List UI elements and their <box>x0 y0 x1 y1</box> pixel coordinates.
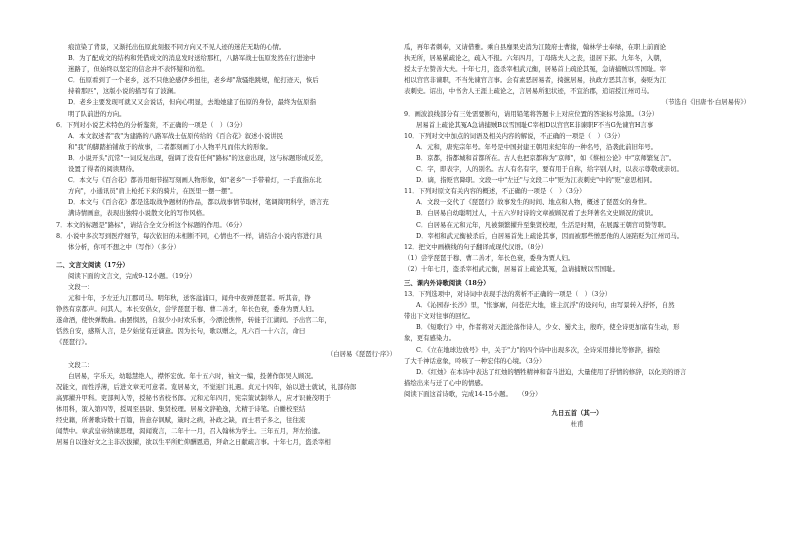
text-line: 表刺史。诏出，中书舍人王涯上疏论之，言居易所犯状迹，不宜治郡，追诏授江州司马。 <box>404 87 654 96</box>
text-line: 象，更有感染力。 <box>404 334 456 343</box>
text-line: 闻禁中。章武皇帝纳谏思理，渴闻谠言，二年十一月，召入翰林为学士。三年五月，拜左拾遗。 <box>56 427 325 436</box>
text-line: C．伍原看到了一个老乡，远不只他论感伊乡扭往，老乡却"敌骚绝跳规，舵打迹天，恢后 <box>68 76 319 85</box>
text-line: 瓜，再年者刺奉，又请借雅。乘自县靡果史消为江陵府士曹掾，翰林学士奉绿，在职上前面论 <box>404 43 667 51</box>
right-column <box>404 42 750 430</box>
text-line: 居易首上疏论其冤A急请捕贼B以雪国耻C宰相D以宫官E非谏职F不当G先谏官H言事 <box>416 120 654 129</box>
text-line: 元和十年，予左迁九江郡司马。明年秋，送客湓浦口，闻舟中夜弹琵琶者。听其音，铮 <box>68 294 311 303</box>
text-line: C．《立在地球边放号》中，关于"力"的四个诗中出现多次，全诗采用排比等修辞，描绘 <box>416 345 661 354</box>
text-line: 满诗情画意，表现出独特小说散文化的写作风格。 <box>68 209 209 218</box>
text-line: 描绘出来与迁了心中的情感。 <box>404 378 488 387</box>
text-line: 杜甫 <box>570 420 584 429</box>
text-line: B．京都，指都城和首都所在。古人也把京都称为"京师"，如《蔡桓公论》中"京师繁复言"。 <box>416 153 676 162</box>
text-line: 铮然有京都声。问其人，本长安倡女，尝学琵琶于穆、曹二善才，年长色衰，委身为贾人妇。 <box>56 305 319 314</box>
text-line: 8．小说中多次写到医疗细节，每次依旧的未相断不同，心情也不一样，请结合小说内容进行具 <box>56 231 323 240</box>
text-line: （2）十年七月，盗杀宰相武元衡，居易首上疏论其冤，急请捕贼以雪国耻。 <box>404 264 619 273</box>
text-line: 相以宫官非谏职，不当先谏官言事。会有素恶居易者，掎摭居易，执政方恶其言事，奏贬为江 <box>404 76 667 85</box>
text-line: B．白居易自幼聪明过人，十五六岁时诗的文章被顾况看了去拜著名文史顾况的赏识。 <box>416 209 658 218</box>
text-line: 13．下列选项中，对诗词中表现手法的赏析不正确的一项是（ ）（3分） <box>404 290 612 299</box>
text-line: C．本文与《百合花》都善用细节描写刻画人物形象，如"老乡"一手带着灯，一手直指东北 <box>68 176 322 185</box>
text-line: 阅读下面的文言文，完成9-12小题。（19分） <box>68 271 196 280</box>
text-line: 6．下列对小说艺术特色的分析鉴赏，不正确的一项是（ ）（3分） <box>56 120 247 129</box>
text-line: A．《沁园春·长沙》里，"怅寥廓，问苍茫大地，谁主沉浮"的设问句，由写景转入抒怀，自然 <box>416 301 675 310</box>
text-line: 九日五首（其一） <box>551 409 603 417</box>
text-line: 三、课内外诗歌阅读（18分） <box>404 278 490 287</box>
text-line: 和"我"的脚踏拍铺故于的故事，二者都刻画了小人物平凡而伟大的形象。 <box>68 142 272 151</box>
text-line: 痕渲染了背景，又渐托出伍原此刻报不同方向又不见人迹的迷茫无助的心情。 <box>68 43 286 51</box>
text-line: D．宰相和武元衡被杀后，白居易首先上疏论其事，因而被那些憎恶他的人诬陷贬为江州司马。 <box>416 231 684 240</box>
text-line: B．小说开头"沉常"一词反复出现，强调了没有任何"路标"的这意出现，这与标题形成反差， <box>68 153 328 162</box>
text-line: （白居易《琵琶行·序》） <box>326 349 396 358</box>
text-line: 阅读下面这首诗歌，完成14-15小题。 （9分） <box>404 389 542 398</box>
text-line: 经史籍，所著歌诗数十百篇，皆意存讽赋，箴时之病，补政之缺，而士君子多之，往往流 <box>56 416 306 425</box>
text-line: 况能文，而性浮薄，后进文章无可意者。览居易文，不觉迎门礼遇。贞元十四年，始以进士就试，礼部侍郎 <box>56 382 357 391</box>
text-line: 白居易，字乐天，幼聪慧绝人，襟怀宏放。年十五六时，袖文一编，投著作郎吴人顾况。 <box>68 371 318 380</box>
text-line: C．白居易在元和元年，凡被频繁擢升至集贤校理，生活是时期，在展露王朝宫司赞等职。 <box>416 220 671 229</box>
text-line: 二、文言文阅读（17分） <box>56 260 129 269</box>
text-line: （1）尝学琵琶于穆、曹二善才，年长色衰，委身为贾人妇。 <box>404 253 575 262</box>
text-line: 恬然自安，感斯人言，是夕始觉有迁谪意。因为长句，歌以赠之，凡六百一十六言，命曰 <box>56 327 306 336</box>
text-line: 迷路了，但始终以坚定的信念并不表怀疑和彷徨。 <box>68 65 209 74</box>
text-line: 了大千神话意象，呤咳了一种宏伟的心境。（3分） <box>404 356 546 365</box>
text-line: 明了队前进的方向。 <box>68 109 126 118</box>
text-line: 授太子左赞善大夫。十年七月，盗杀宰相武元衡，居易首上疏论其冤，急请捕贼以雪国耻。宰 <box>404 65 667 74</box>
text-line: 11．下列对原文有关内容的概述，不正确的一项是（ ）（3分） <box>404 187 586 196</box>
text-line: 《琵琶行》。 <box>56 338 92 347</box>
text-line: A．元和，唐宪宗年号。年号是中国封建王朝用来纪年的一种名号，沿袭此前旧年号。 <box>416 142 658 151</box>
text-line: A．本文叙述者"我"为建路的八路军战士伍原传给的《百合花》叙述小说讲民 <box>68 131 283 140</box>
text-line: 9．画波浪线部分有三处需要断句，请用铅笔将答题卡上对应位置的答案标号涂黑。（3分） <box>404 109 659 118</box>
text-line: （节选自《旧唐书·白居易传》） <box>661 98 750 107</box>
text-line: 体用科，策入第四等，授周至县尉、集贤校理。居易文辞艳逸，尤精于诗笔。自雠校至结 <box>56 405 306 413</box>
text-line: 执无所，居易累疏论之，疏入不报。六年四月，丁母陈夫人之丧，退居下邽。九年冬，入朝， <box>404 54 667 63</box>
text-line: 高郢擢升甲科。吏部判入等，授秘书省校书郎。元和元年四月，宪宗策试制举人，应才识兼茂明于 <box>56 393 331 402</box>
text-line: 文段二： <box>68 360 94 369</box>
text-line: 持着那匹"，这版小说的描写有了波澜。 <box>68 87 180 96</box>
text-line: B．《短歌行》中，作者将对天涯沦落作诗人，少女、蜀犬主，殷昨，使全诗更加富有生动，形 <box>416 323 680 332</box>
text-line: 10．下列对文中加点的词语及相关内容的解说，不正确的一项是（ ）（3分） <box>404 131 624 140</box>
text-line: A．文段一交代了《琵琶行》故事发生的时间、地点和人物，概述了琵琶女的身世。 <box>416 198 651 207</box>
text-line: 设置了得者的阅读期待。 <box>68 165 139 174</box>
text-line: C．字，即表字，人的别名。古人有名有字，要有用于自称，给字别人时，以表示尊敬或亲切。 <box>416 165 683 174</box>
left-column <box>56 42 396 448</box>
text-line: D．谪，指贬官降职。文段一中"左迁"与文段二中"贬为江表刺史"中的"贬"意思相同。 <box>416 176 657 185</box>
text-line: B．为了配成文的结构和凭借成文的消息发时送给那杠，八路军战士伍原发然在行进途中 <box>68 54 316 63</box>
text-line: D．本文与《百合花》都是选取战争题材的作品，都以战事情节取材，笔调简明科学，语言充 <box>68 198 329 207</box>
text-line: 居易自以逢好文之主非次拔擢，欲以生平所贮仰酬恩造，拜命之日献疏言事。十年七月，盗杀宰相 <box>56 438 331 447</box>
text-line: 体分析，你可不想之中（写作）（多分） <box>68 242 180 251</box>
text-line: 12．把文中画横线的句子翻译成现代汉语。（8分） <box>404 242 548 251</box>
text-line: 7．本文的标题是"路标"，请结合全文分析这个标题的作用。（6分） <box>56 220 246 229</box>
text-line: 文段一： <box>68 282 94 291</box>
text-line: 方向"，小通讯员"肩上枪托下来的骑片，在医里一摆一摆"。 <box>68 187 237 196</box>
text-line: D．老乡主要发现可就又又会说话，但向心明显，去地她建了伍原的身份，最终为伍原指 <box>68 98 316 107</box>
text-line: 带出下文对往事的回忆。 <box>404 312 475 321</box>
text-line: 遂命酒，使快弹数曲。曲罢悯然，自叙少小时欢乐事，今漂沦憔悴，转徙于江湖间。予出官二年， <box>56 316 331 325</box>
text-line: D．《红烛》在本诗中表达了红烛的牺牲精神和奋斗进迫，大量使用了抒情的修辞，以化美的语言 <box>416 367 687 376</box>
text-line <box>56 253 396 257</box>
